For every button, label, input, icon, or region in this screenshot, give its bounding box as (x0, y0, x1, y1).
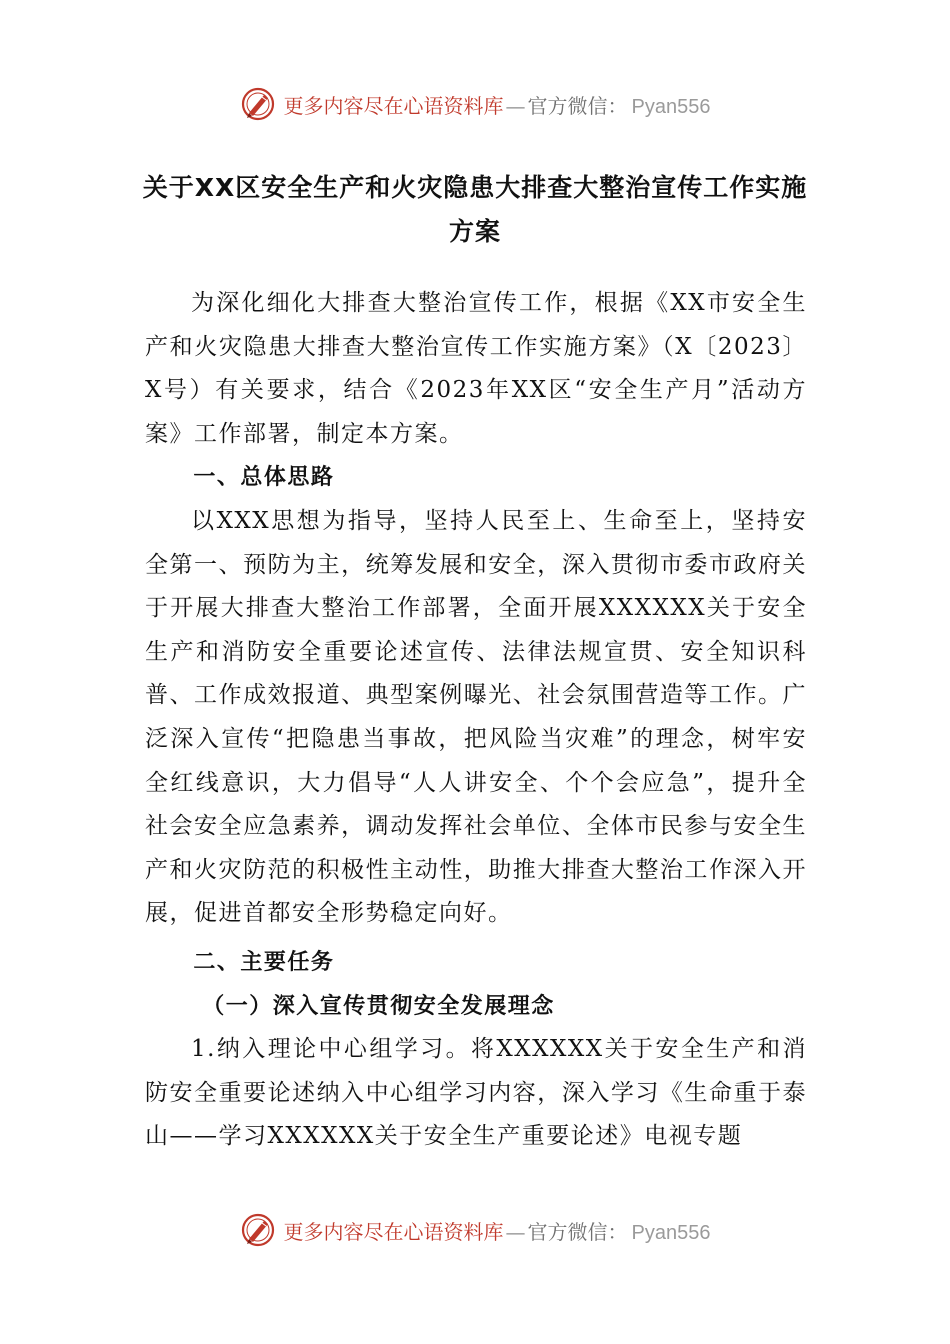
header-watermark-banner (0, 82, 950, 126)
watermark-dash: — (505, 93, 526, 118)
watermark-wechat-label: 官方微信： (527, 1219, 628, 1244)
watermark-text (284, 1216, 711, 1245)
section-heading-main-tasks: 二、主要任务 (193, 949, 335, 975)
watermark-dash: — (505, 1219, 526, 1244)
watermark-wechat-id: Pyan556 (631, 95, 711, 118)
watermark-wechat-label: 官方微信： (527, 93, 628, 118)
footer-watermark-banner (0, 1208, 950, 1252)
document-body (145, 282, 807, 1159)
watermark-site-name: 更多内容尽在心语资料库 (283, 1219, 504, 1244)
subsection-heading-safety-concept: （一）深入宣传贯彻安全发展理念 (202, 993, 555, 1019)
watermark-wechat-id: Pyan556 (631, 1221, 711, 1244)
intro-paragraph: 为深化细化大排查大整治宣传工作，根据《XX市安全生产和火灾隐患大排查大整治宣传工作实施方案》（X〔2023〕X号）有关要求，结合《2023年XX区“安全生产月”活动方案》工作部署，制定本方案。 (145, 290, 807, 447)
pen-logo-icon (240, 1212, 276, 1248)
task-item-1: 1.纳入理论中心组学习。将XXXXXX关于安全生产和消防安全重要论述纳入中心组学习内容，深入学习《生命重于泰山——学习XXXXXX关于安全生产重要论述》电视专题 (145, 1036, 807, 1150)
section-heading-overall-approach: 一、总体思路 (193, 465, 335, 491)
overall-approach-paragraph: 以XXX思想为指导，坚持人民至上、生命至上，坚持安全第一、预防为主，统筹发展和安全，深入贯彻市委市政府关于开展大排查大整治工作部署，全面开展XXXXXX关于安全生产和消防安全重要论述宣传、法律法规宣贯、安全知识科普、工作成效报道、典型案例曝光、社会氛围营造等工作。广泛深入宣传“把隐患当事故，把风险当灾难”的理念，树牢安全红线意识，大力倡导“人人讲安全、个个会应急”，提升全社会安全应急素养，调动发挥社会单位、全体市民参与安全生产和火灾防范的积极性主动性，助推大排查大整治工作深入开展，促进首都安全形势稳定向好。 (145, 507, 807, 927)
pen-logo-icon (240, 86, 276, 122)
watermark-site-name: 更多内容尽在心语资料库 (283, 93, 504, 118)
document-title: 关于XX区安全生产和火灾隐患大排查大整治宣传工作实施方案 (142, 173, 808, 246)
watermark-text (284, 90, 711, 119)
